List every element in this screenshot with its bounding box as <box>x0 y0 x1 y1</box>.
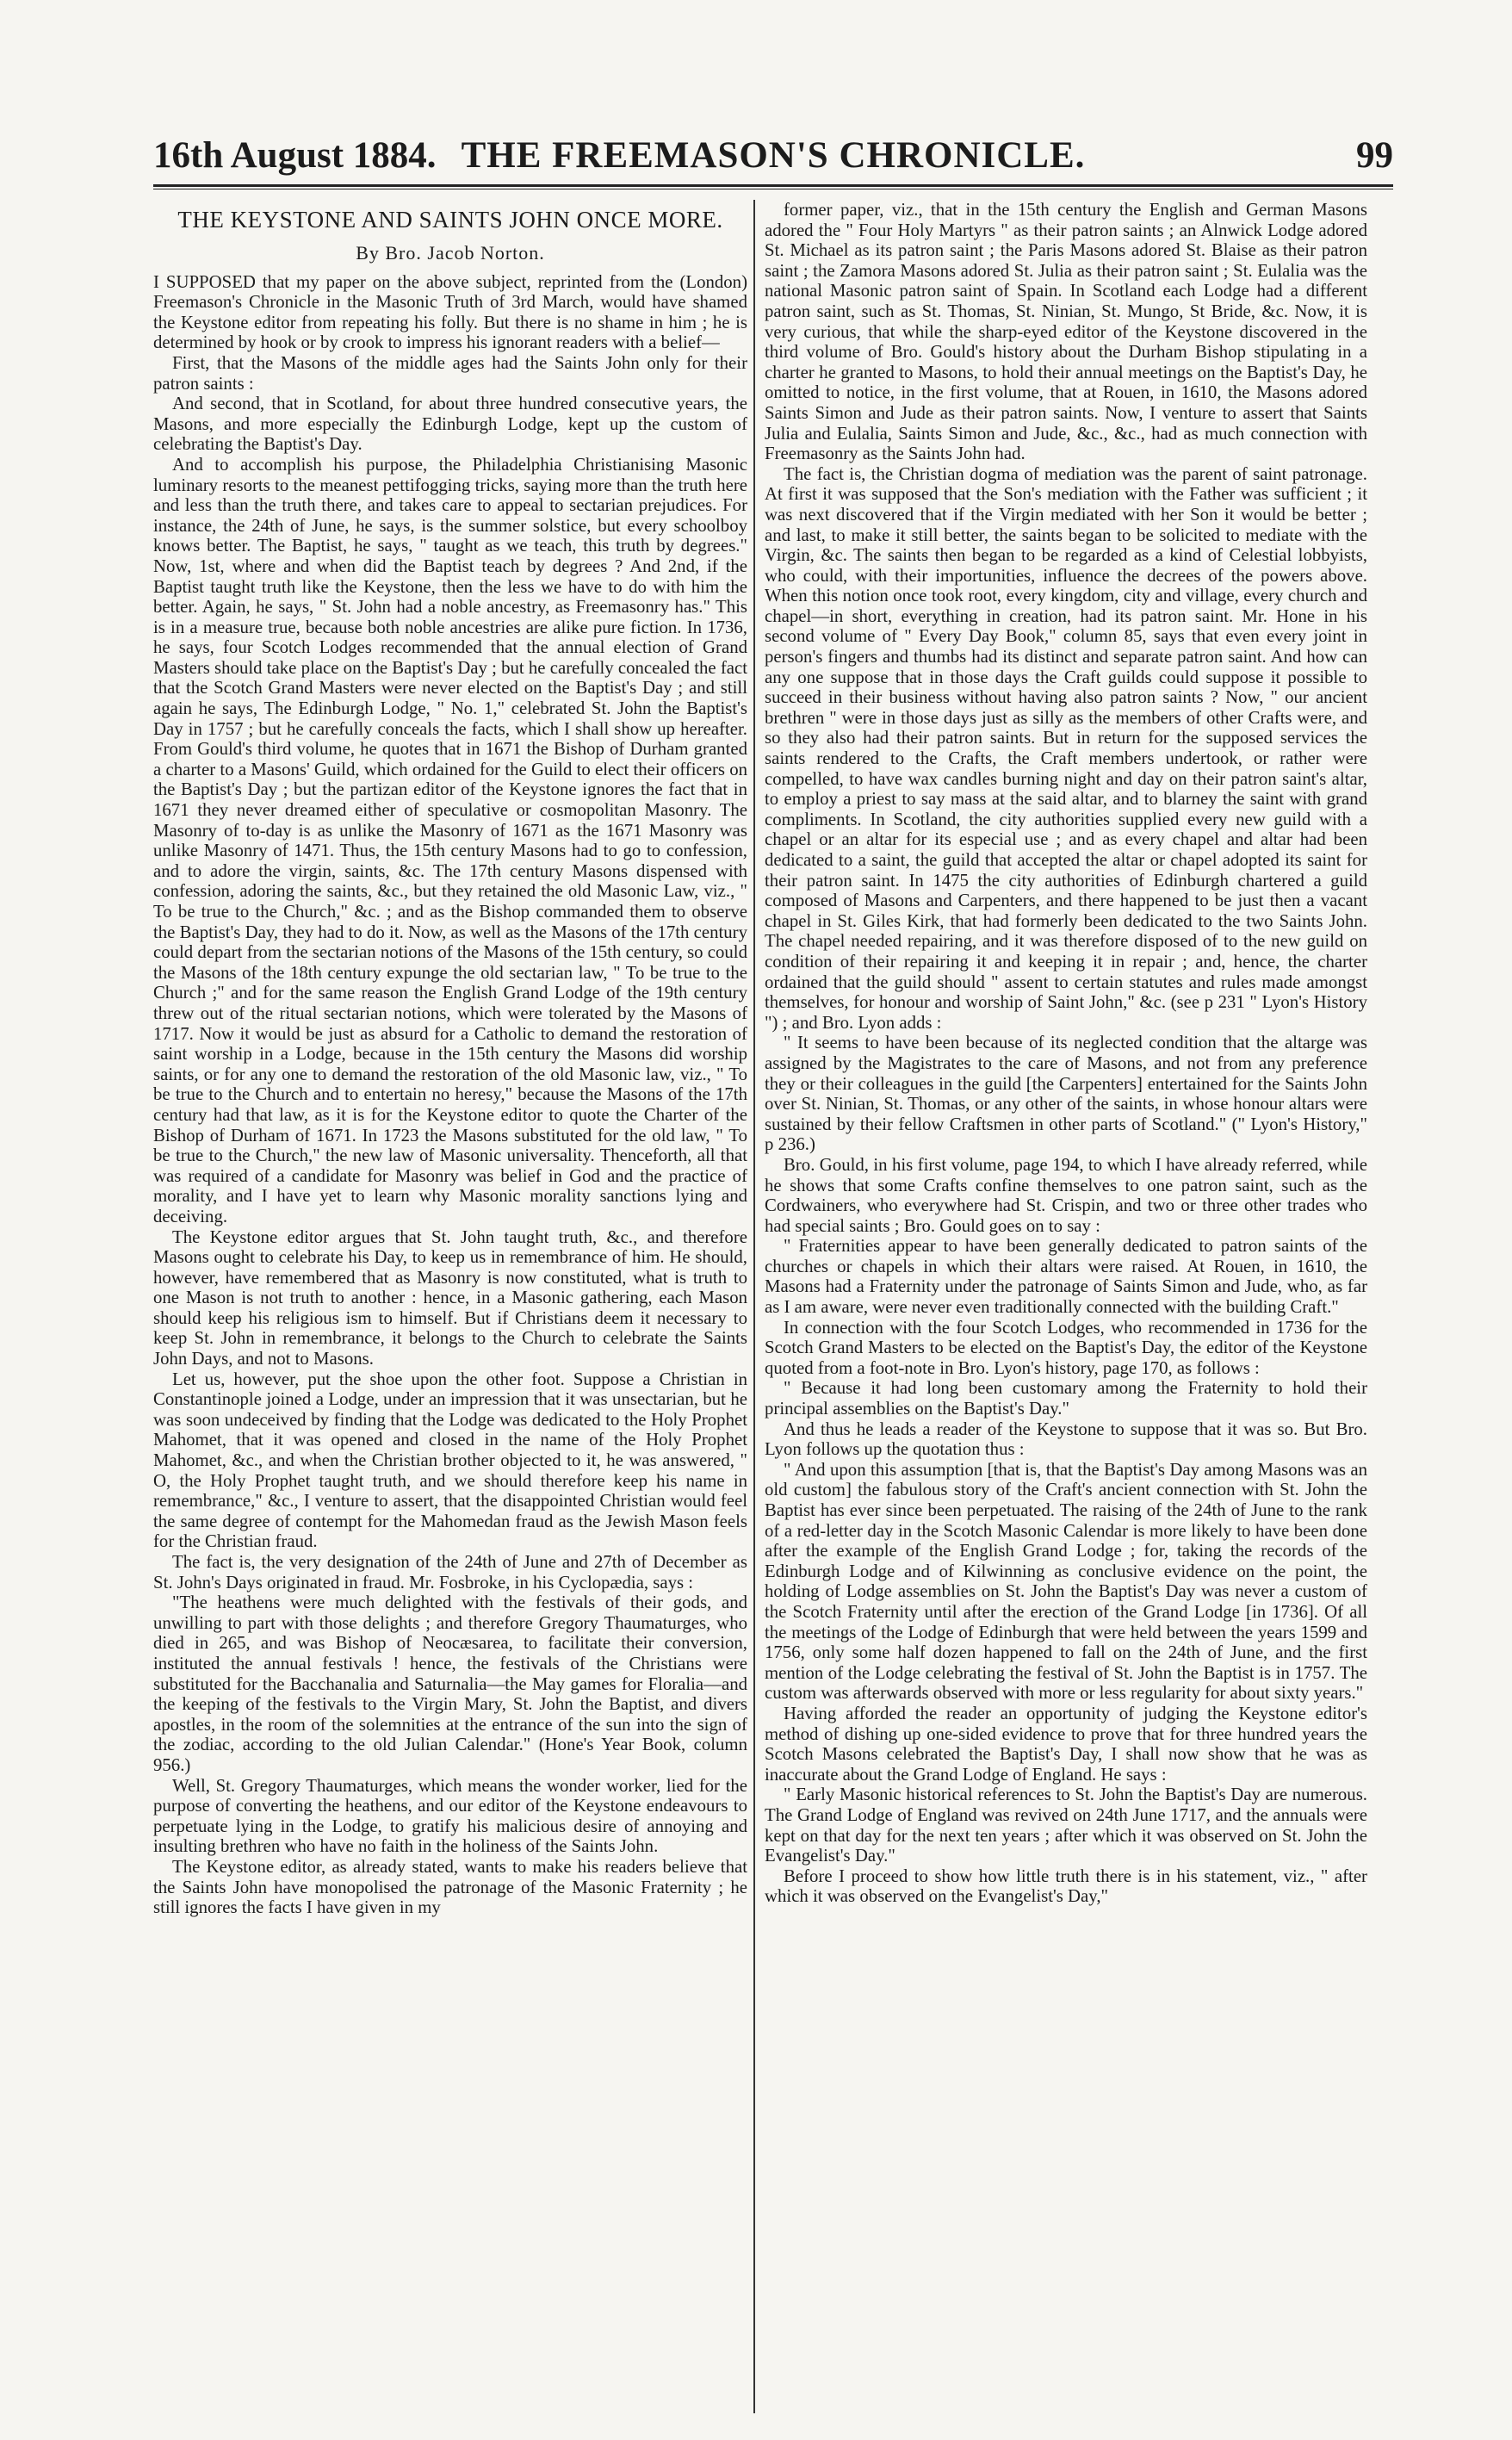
article-paragraph: Bro. Gould, in his first volume, page 194, to which I have already referred, while he shows that some Crafts confine themselves to one patron saint, such as the Cordwainers, who everywhere had St. Crispin, and two or three other trades who had special saints ; Bro. Gould goes on to say : <box>765 1154 1367 1236</box>
left-column-body <box>153 272 747 1918</box>
article-paragraph: In connection with the four Scotch Lodges, who recommended in 1736 for the Scotch Grand Masters to be elected on the Baptist's Day, the editor of the Keystone quoted from a foot-note in Bro. Lyon's history, page 170, as follows : <box>765 1317 1367 1378</box>
article-paragraph: " It seems to have been because of its neglected condition that the altarge was assigned by the Magistrates to the care of Masons, and not from any preference they or their colleagues in the guild [the Carpenters] entertained for the Saints John over St. Ninian, St. Thomas, or any other of the saints, in whose honour altars were sustained by their fellow Craftsmen in other parts of Scotland." (" Lyon's History," p 236.) <box>765 1033 1367 1155</box>
article-paragraph: " And upon this assumption [that is, that the Baptist's Day among Masons was an old custom] the fabulous story of the Craft's ancient connection with St. John the Baptist has ever since been perpetuated. The raising of the 24th of June to the rank of a red-letter day in the Scotch Masonic Calendar is more likely to have been done after the example of the English Grand Lodge ; for, taking the records of the Edinburgh Lodge and of Kilwinning as conclusive evidence on the point, the holding of Lodge assemblies on St. John the Baptist's Day was never a custom of the Scotch Fraternity until after the erection of the Grand Lodge [in 1736]. Of all the meetings of the Lodge of Edinburgh that were held between the years 1599 and 1756, only some half dozen happened to fall on the 24th of June, and the first mention of the Lodge celebrating the festival of St. John the Baptist is in 1757. The custom was afterwards observed with more or less regularity for about sixty years." <box>765 1459 1367 1704</box>
article-paragraph: I SUPPOSED that my paper on the above subject, reprinted from the (London) Freemason's Chronicle in the Masonic Truth of 3rd March, would have shamed the Keystone editor from repeating his folly. But there is no shame in him ; he is determined by hook or by crook to impress his ignorant readers with a belief— <box>153 271 747 353</box>
left-column <box>153 200 747 2413</box>
header-rule-thick <box>153 184 1393 187</box>
article-paragraph: And second, that in Scotland, for about three hundred consecutive years, the Masons, and more especially the Edinburgh Lodge, kept up the custom of celebrating the Baptist's Day. <box>153 394 747 455</box>
article-title: THE KEYSTONE AND SAINTS JOHN ONCE MORE. <box>177 207 723 233</box>
article-byline: By Bro. Jacob Norton. <box>356 242 545 264</box>
article-paragraph: former paper, viz., that in the 15th century the English and German Masons adored the " Four Holy Martyrs " as their patron saints ; an Alnwick Lodge adored St. Michael as its patron saint ; the Paris Masons adored St. Blaise as their patron saint ; the Zamora Masons adored St. Julia as their patron saint ; St. Eulalia was the national Masonic patron saint of Spain. In Scotland each Lodge had a different patron saint, such as St. Thomas, St. Ninian, St. Mungo, St Bride, &c. Now, it is very curious, that while the sharp-eyed editor of the Keystone discovered in the third volume of Bro. Gould's history about the Durham Bishop stipulating in a charter he granted to Masons, to hold their annual meetings on the Baptist's Day, he omitted to notice, in the first volume, that at Rouen, in 1610, the Masons adored Saints Simon and Jude as their patron saints. Now, I venture to assert that Saints Julia and Eulalia, Saints Simon and Jude, &c., &c., had as much connection with Freemasonry as the Saints John had. <box>765 200 1367 464</box>
article-paragraph: Well, St. Gregory Thaumaturges, which means the wonder worker, lied for the purpose of converting the heathens, and our editor of the Keystone endeavours to perpetuate lying in the Lodge, to gratify his malicious desire of annoying and insulting brethren who have no faith in the holiness of the Saints John. <box>153 1775 747 1857</box>
article-paragraph: " Because it had long been customary among the Fraternity to hold their principal assemblies on the Baptist's Day." <box>765 1378 1367 1419</box>
page-number: 99 <box>1356 134 1393 176</box>
column-divider <box>753 200 755 2413</box>
article-paragraph: The Keystone editor, as already stated, wants to make his readers believe that the Saints John have monopolised the patronage of the Masonic Fraternity ; he still ignores the facts I have given in my <box>153 1856 747 1918</box>
article-paragraph: The fact is, the Christian dogma of mediation was the parent of saint patronage. At first it was supposed that the Son's mediation with the Father was sufficient ; it was next discovered that if the Virgin mediated with her Son it would be better ; and last, to make it still better, the saints began to be solicited to mediate with the Virgin, &c. The saints then began to be regarded as a kind of Celestial lobbyists, who could, with their importunities, influence the decrees of the powers above. When this notion once took root, every kingdom, city and village, every church and chapel—in short, everything in creation, had its patron saint. Mr. Hone in his second volume of " Every Day Book," column 85, says that even every joint in person's fingers and thumbs had its distinct and separate patron saint. And how can any one suppose that in those days the Craft guilds could suppose it possible to succeed in their business without having also patron saints ? Now, " our ancient brethren " were in those days just as silly as the members of other Crafts were, and so they also had their patron saints. But in return for the supposed services the saints rendered to the Crafts, the Craft members undertook, or rather were compelled, to have wax candles burning night and day on their patron saint's altar, to employ a priest to say mass at the said altar, and to blarney the saint with grand compliments. In Scotland, the city authorities supplied every new guild with a chapel or an altar for its especial use ; and as every chapel and altar had been dedicated to a saint, the guild that accepted the altar or chapel adopted its saint for their patron saint. In 1475 the city authorities of Edinburgh chartered a guild composed of Masons and Carpenters, and there happened to be just then a vacant chapel in St. Giles Kirk, that had formerly been dedicated to the two Saints John. The chapel needed repairing, and it was therefore disposed of to the new guild on condition of their repairing it and keeping it in repair ; and, hence, the charter ordained that the guild should " assent to certain statutes and rules made amongst themselves, for honour and worship of Saint John," &c. (see p 231 " Lyon's History ") ; and Bro. Lyon adds : <box>765 463 1367 1033</box>
article-paragraph: And thus he leads a reader of the Keystone to suppose that it was so. But Bro. Lyon follows up the quotation thus : <box>765 1419 1367 1460</box>
article-paragraph: Before I proceed to show how little truth there is in his statement, viz., " after which it was observed on the Evangelist's Day," <box>765 1866 1367 1907</box>
article-paragraph: The Keystone editor argues that St. John taught truth, &c., and therefore Masons ought to celebrate his Day, to keep us in remembrance of him. He should, however, have remembered that as Masonry is now constituted, what is truth to one Mason is not truth to another : hence, in a Masonic gathering, each Mason should keep his religious ism to himself. But if Christians deem it necessary to keep St. John in remembrance, it belongs to the Church to celebrate the Saints John Days, and not to Masons. <box>153 1226 747 1369</box>
article-paragraph: And to accomplish his purpose, the Philadelphia Christianising Masonic luminary resorts to the meanest pettifogging tricks, saying more than the truth here and less than the truth there, and takes care to appeal to sectarian prejudices. For instance, the 24th of June, he says, is the summer solstice, but every schoolboy knows better. The Baptist, he says, " taught as we teach, this truth by degrees." Now, 1st, where and when did the Baptist teach by degrees ? And 2nd, if the Baptist taught truth like the Keystone, then the less we have to do with him the better. Again, he says, " St. John had a noble ancestry, as Freemasonry has." This is in a measure true, because both noble ancestries are alike pure fiction. In 1736, he says, four Scotch Lodges recommended that the annual election of Grand Masters should take place on the Baptist's Day ; but he carefully concealed the fact that the Scotch Grand Masters were never elected on the Baptist's Day ; and still again he says, The Edinburgh Lodge, " No. 1," celebrated St. John the Baptist's Day in 1757 ; but he carefully conceals the facts, which I shall show up hereafter. From Gould's third volume, he quotes that in 1671 the Bishop of Durham granted a charter to a Masons' Guild, which ordained for the Guild to elect their officers on the Baptist's Day ; but the partizan editor of the Keystone ignores the fact that in 1671 they never dreamed either of speculative or cosmopolitan Masonry. The Masonry of to-day is as unlike the Masonry of 1671 as the 1671 Masonry was unlike Masonry of 1471. Thus, the 15th century Masons had to go to confession, and to adore the virgin, saints, &c. The 17th century Masons dispensed with confession, adoring the saints, &c., but they retained the old Masonic Law, viz., " To be true to the Church," &c. ; and as the Bishop commanded them to observe the Baptist's Day, they had to do it. Now, as well as the Masons of the 17th century could depart from the sectarian notions of the Masons of the 15th century, so could the Masons of the 18th century expunge the old sectarian law, " To be true to the Church ;" and for the same reason the English Grand Lodge of the 19th century threw out of the ritual sectarian notions, which were tolerated by the Masons of 1717. Now it would be just as absurd for a Catholic to demand the restoration of saint worship in a Lodge, because in the 15th century the Masons did worship saints, or for any one to demand the restoration of the old Masonic law, viz., " To be true to the Church and to entertain no heresy," because the Masons of the 17th century had that law, as it is for the Keystone editor to quote the Charter of the Bishop of Durham of 1671. In 1723 the Masons substituted for the old law, " To be true to the Church," the new law of Masonic universality. Thenceforth, all that was required of a candidate for Masonry was belief in God and the practice of morality, and I have yet to learn why Masonic morality sanctions lying and deceiving. <box>153 454 747 1226</box>
article-paragraph: First, that the Masons of the middle ages had the Saints John only for their patron saints : <box>153 352 747 394</box>
right-column-body <box>765 200 1367 1907</box>
article-paragraph: Having afforded the reader an opportunity of judging the Keystone editor's method of dishing up one-sided evidence to prove that for three hundred years the Scotch Masons celebrated the Baptist's Day, I shall now show that he was as inaccurate about the Grand Lodge of England. He says : <box>765 1703 1367 1785</box>
page-header <box>153 129 1393 181</box>
issue-date: 16th August 1884. <box>153 134 437 176</box>
article-paragraph: " Early Masonic historical references to St. John the Baptist's Day are numerous. The Grand Lodge of England was revived on 24th June 1717, and the annuals were kept on that day for the next ten years ; after which it was observed on St. John the Evangelist's Day." <box>765 1785 1367 1866</box>
article-paragraph: "The heathens were much delighted with the festivals of their gods, and unwilling to part with those delights ; and therefore Gregory Thaumaturges, who died in 265, and was Bishop of Neocæsarea, to facilitate their conversion, instituted the annual festivals ! hence, the festivals of the Christians were substituted for the Bacchanalia and Saturnalia—the May games for Floralia—and the keeping of the festivals to the Virgin Mary, St. John the Baptist, and divers apostles, in the room of the solemnities at the entrance of the sun into the sign of the zodiac, according to the old Julian Calendar." (Hone's Year Book, column 956.) <box>153 1593 747 1775</box>
right-column <box>765 200 1367 2413</box>
article-paragraph: " Fraternities appear to have been generally dedicated to patron saints of the churches or chapels in which their altars were raised. At Rouen, in 1610, the Masons had a Fraternity under the patronage of Saints Simon and Jude, who, as far as I am aware, were never even traditionally connected with the building Craft." <box>765 1236 1367 1318</box>
article-paragraph: Let us, however, put the shoe upon the other foot. Suppose a Christian in Constantinople joined a Lodge, under an impression that it was unsectarian, but he was soon undeceived by finding that the Lodge was dedicated to the Holy Prophet Mahomet, that it was opened and closed in the name of the Holy Prophet Mahomet, &c., and when the Christian brother objected to it, he was answered, " O, the Holy Prophet taught truth, and we should therefore keep his name in remembrance," &c., I venture to assert, that the disappointed Christian would feel the same degree of contempt for the Mahomedan fraud as the Jewish Mason feels for the Christian fraud. <box>153 1369 747 1552</box>
publication-title: THE FREEMASON'S CHRONICLE. <box>461 134 1086 176</box>
article-paragraph: The fact is, the very designation of the 24th of June and 27th of December as St. John's Days originated in fraud. Mr. Fosbroke, in his Cyclopædia, says : <box>153 1552 747 1593</box>
